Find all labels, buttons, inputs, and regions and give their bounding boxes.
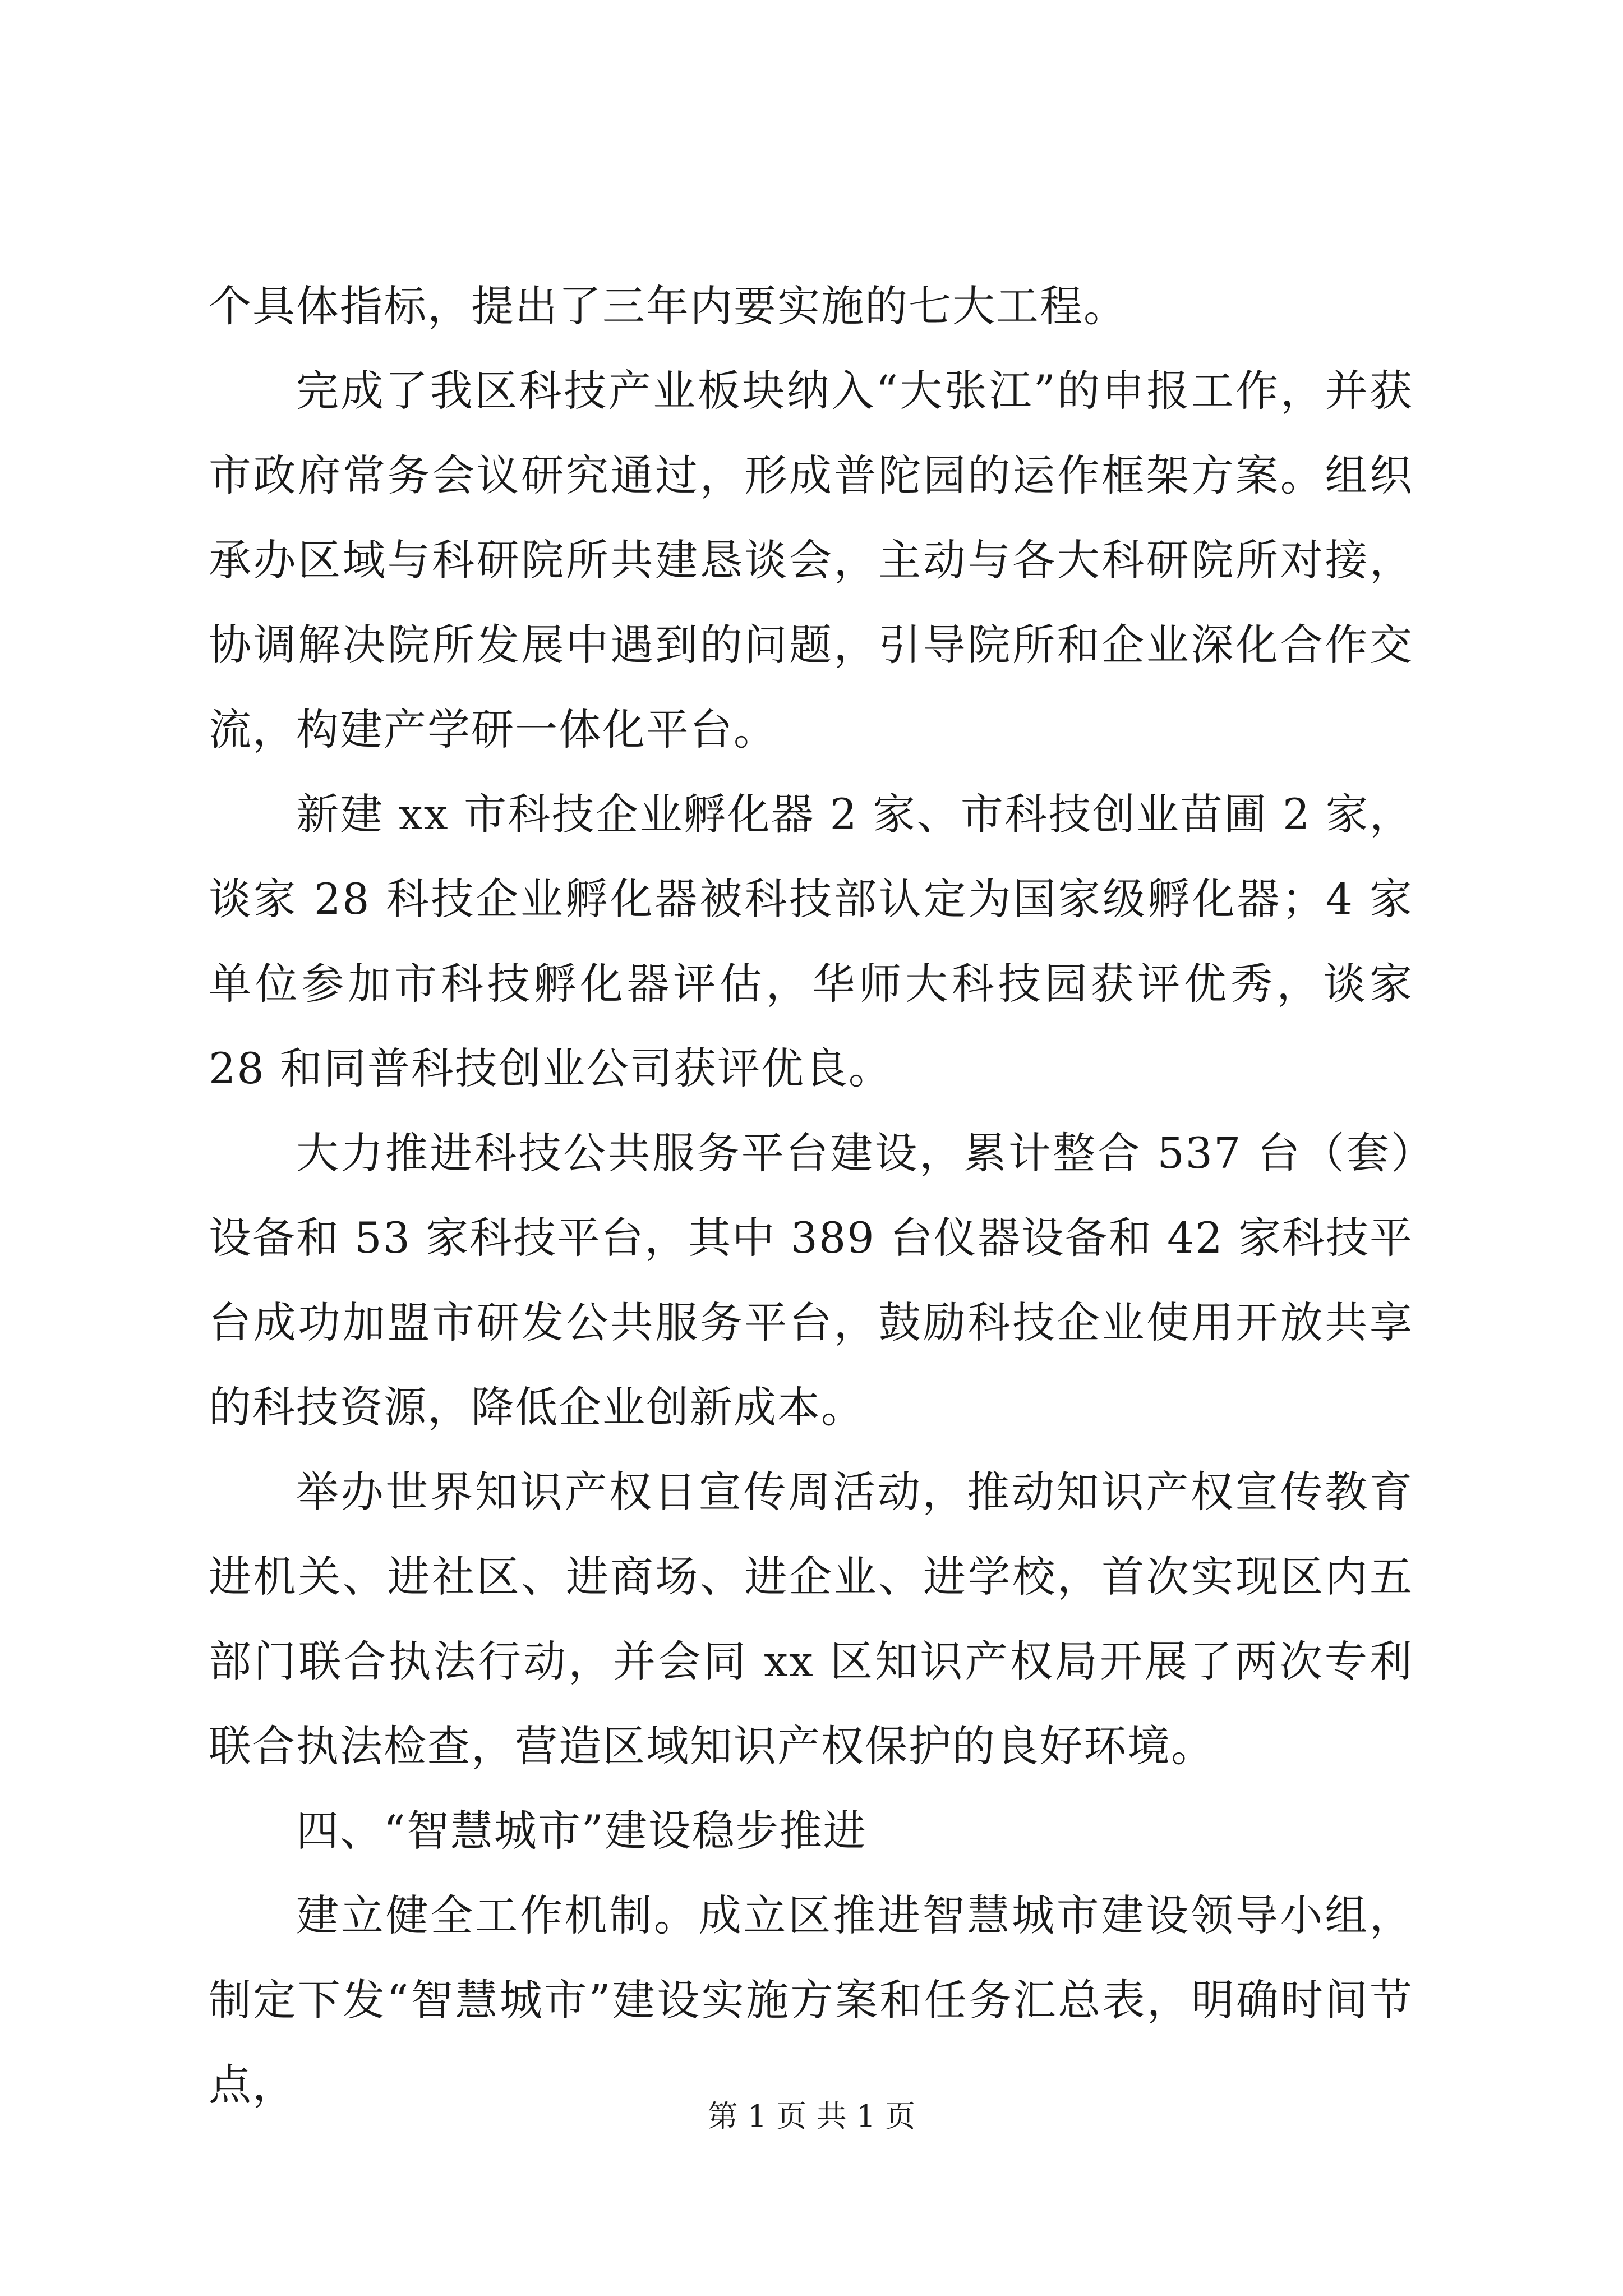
paragraph-2: 完成了我区科技产业板块纳入“大张江”的申报工作，并获市政府常务会议研究通过，形成普陀园的运作框架方案。组织承办区域与科研院所共建恳谈会，主动与各大科研院所对接，协调解决院所发展中遇到的问题，引导院所和企业深化合作交流，构建产学研一体化平台。	[209, 366, 1413, 754]
paragraph-6: 建立健全工作机制。成立区推进智慧城市建设领导小组，制定下发“智慧城市”建设实施方案和任务汇总表，明确时间节点，	[209, 1890, 1413, 2110]
paragraph-4: 大力推进科技公共服务平台建设，累计整合 537 台（套）设备和 53 家科技平台，其中 389 台仪器设备和 42 家科技平台成功加盟市研发公共服务平台，鼓励科技企业使用开放共享的科技资源，降低企业创新成本。	[209, 1128, 1413, 1432]
paragraph-5: 举办世界知识产权日宣传周活动，推动知识产权宣传教育进机关、进社区、进商场、进企业、进学校，首次实现区内五部门联合执法行动，并会同 xx 区知识产权局开展了两次专利联合执法检查，营造区域知识产权保护的良好环境。	[209, 1467, 1413, 1771]
paragraph-1: 个具体指标，提出了三年内要实施的七大工程。	[209, 281, 1127, 331]
page-footer: 第 1 页 共 1 页	[707, 2099, 916, 2134]
paragraph-3: 新建 xx 市科技企业孵化器 2 家、市科技创业苗圃 2 家，谈家 28 科技企业孵化器被科技部认定为国家级孵化器；4 家单位参加市科技孵化器评估，华师大科技园获评优秀，谈家 28 和同普科技创业公司获评优良。	[209, 789, 1413, 1093]
document-body	[209, 264, 1413, 2127]
section-heading: 四、“智慧城市”建设稳步推进	[296, 1806, 867, 1856]
